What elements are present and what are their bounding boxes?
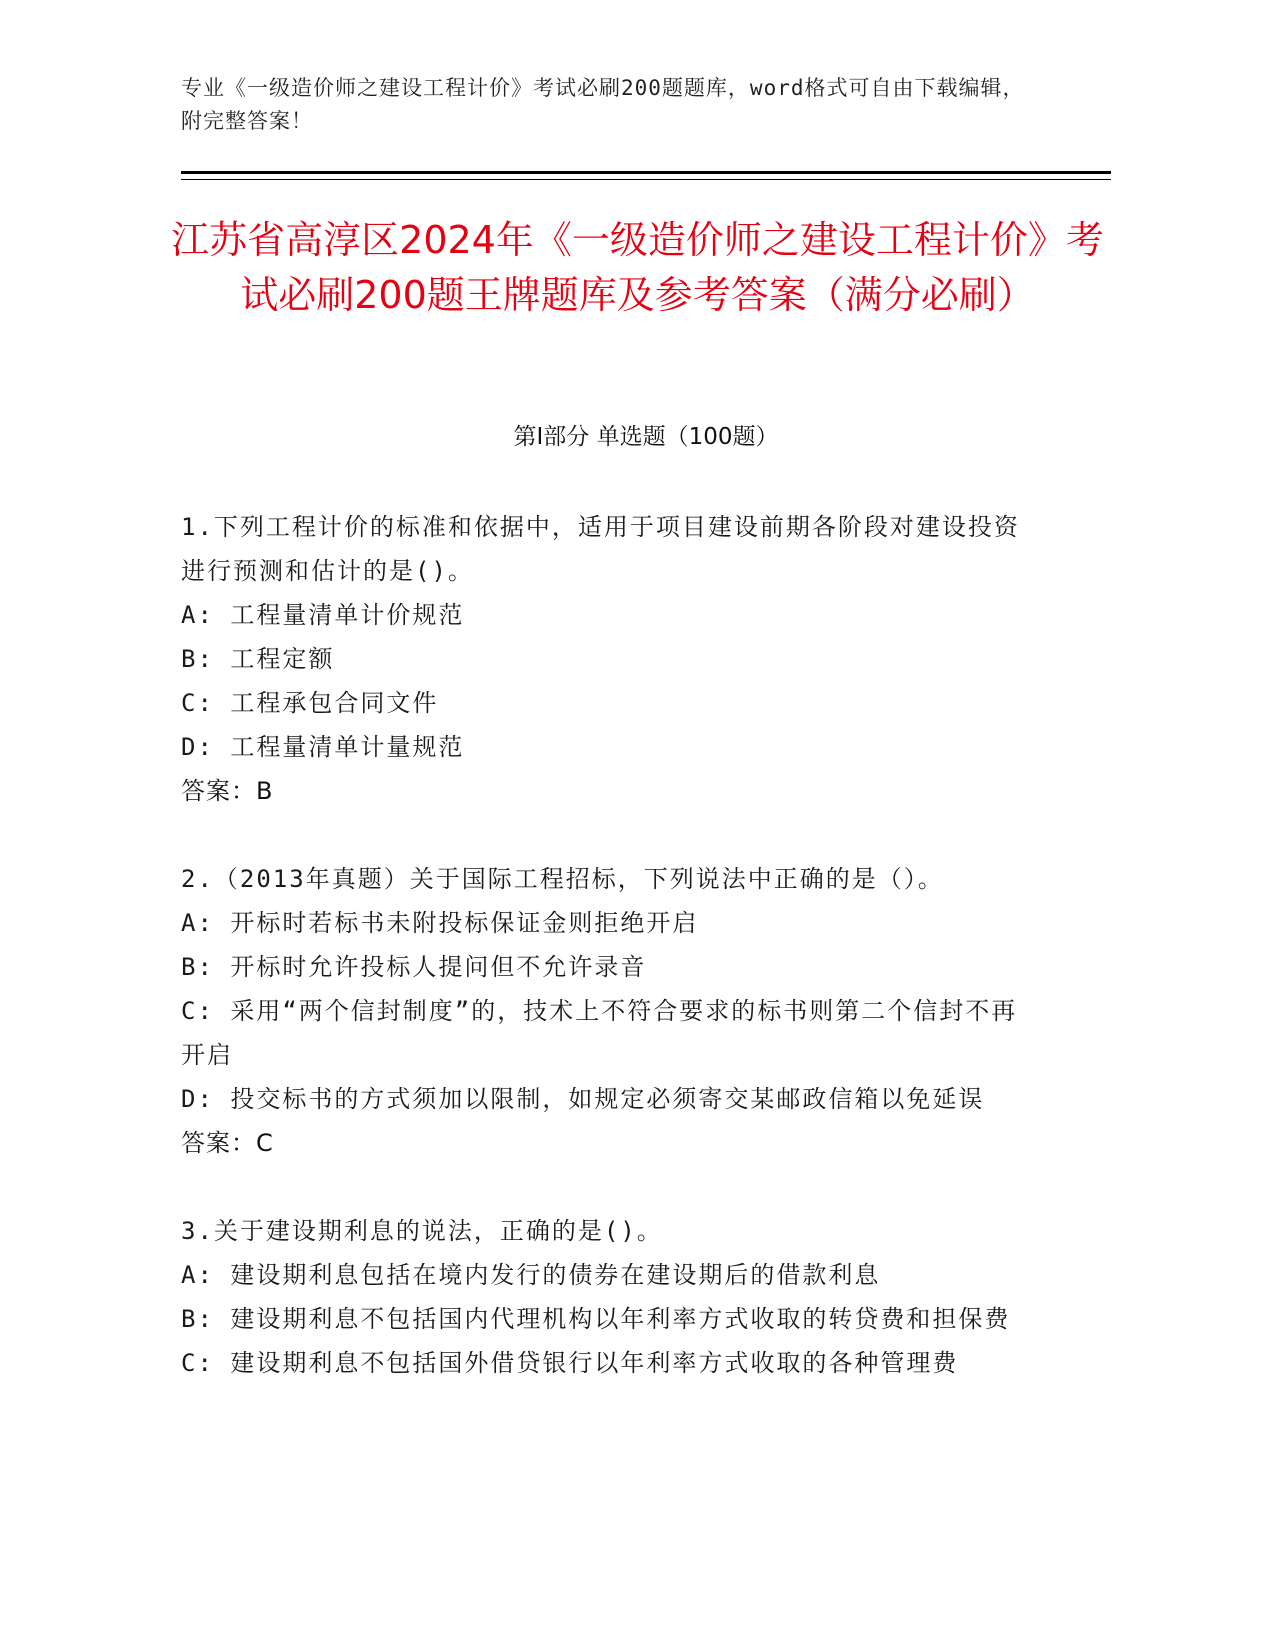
question-1 xyxy=(181,505,1041,813)
header-divider-thick xyxy=(181,171,1111,174)
question-stem: 3.关于建设期利息的说法，正确的是()。 xyxy=(181,1217,663,1245)
option-b: B: 工程定额 xyxy=(181,645,335,673)
question-stem: 2.（2013年真题）关于国际工程招标，下列说法中正确的是（）。 xyxy=(181,865,944,893)
answer-line: 答案：C xyxy=(181,1129,274,1157)
header-note: 专业《一级造价师之建设工程计价》考试必刷200题题库，word格式可自由下载编辑，附完整答案！ xyxy=(181,76,1025,133)
question-list xyxy=(181,505,1041,1429)
option-a: A: 开标时若标书未附投标保证金则拒绝开启 xyxy=(181,909,699,937)
option-d: D: 工程量清单计量规范 xyxy=(181,733,465,761)
option-b: B: 建设期利息不包括国内代理机构以年利率方式收取的转贷费和担保费 xyxy=(181,1305,1011,1333)
question-stem: 1.下列工程计价的标准和依据中，适用于项目建设前期各阶段对建设投资进行预测和估计的是()。 xyxy=(181,513,1020,585)
question-3 xyxy=(181,1209,1041,1385)
document-title: 江苏省高淳区2024年《一级造价师之建设工程计价》考试必刷200题王牌题库及参考答案（满分必刷） xyxy=(171,218,1104,317)
question-2 xyxy=(181,857,1041,1165)
section-heading: 第I部分 单选题（100题） xyxy=(513,424,779,450)
option-d: D: 投交标书的方式须加以限制，如规定必须寄交某邮政信箱以免延误 xyxy=(181,1085,985,1113)
option-c: C: 建设期利息不包括国外借贷银行以年利率方式收取的各种管理费 xyxy=(181,1349,959,1377)
header-divider-thin xyxy=(181,179,1111,180)
option-b: B: 开标时允许投标人提问但不允许录音 xyxy=(181,953,647,981)
option-a: A: 工程量清单计价规范 xyxy=(181,601,465,629)
option-c: C: 工程承包合同文件 xyxy=(181,689,439,717)
option-a: A: 建设期利息包括在境内发行的债券在建设期后的借款利息 xyxy=(181,1261,881,1289)
option-c: C: 采用“两个信封制度”的，技术上不符合要求的标书则第二个信封不再开启 xyxy=(181,997,1018,1069)
answer-line: 答案：B xyxy=(181,777,274,805)
